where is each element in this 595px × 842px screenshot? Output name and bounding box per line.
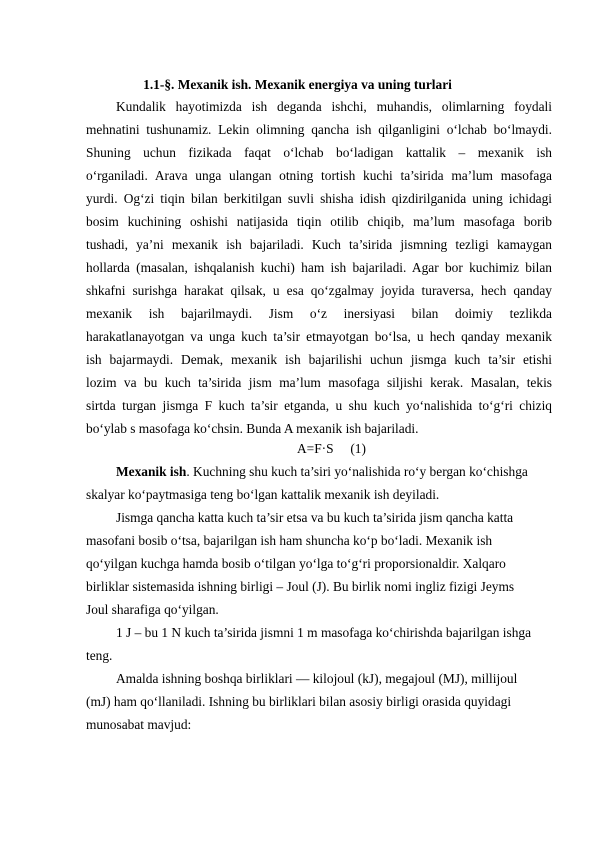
paragraph-line: munosabat mavjud: bbox=[86, 717, 192, 732]
paragraph-line: yurdi. Og‘zi tiqin bilan berkitilgan suvli shisha idish qizdirilganida uning ichidagi bbox=[86, 191, 552, 206]
paragraph-line: o‘rganiladi. Arava unga ulangan otning tortish kuchi ta’sirida ma’lum masofaga bbox=[86, 168, 552, 183]
paragraph-line: ish bajarmaydi. Demak, mexanik ish bajarilishi uchun jismga kuch ta’sir etishi bbox=[86, 352, 552, 367]
paragraph-line: qo‘yilgan kuchga hamda bosib o‘tilgan yo‘lga to‘g‘ri proporsionaldir. Xalqaro bbox=[86, 556, 506, 571]
paragraph-line: mexanik ish bajarilmaydi. Jism o‘z inersiyasi bilan doimiy tezlikda bbox=[86, 306, 552, 321]
paragraph-line: bosim kuchining oshishi natijasida tiqin otilib chiqib, ma’lum masofaga borib bbox=[86, 214, 552, 229]
paragraph-line: birliklar sistemasida ishning birligi – Joul (J). Bu birlik nomi ingliz fizigi Jeyms bbox=[86, 579, 515, 594]
paragraph-line: bo‘ylab s masofaga ko‘chsin. Bunda A mexanik ish bajariladi. bbox=[86, 421, 419, 436]
paragraph-line: harakatlanayotgan va unga kuch ta’sir etmayotgan bo‘lsa, u hech qanday mexanik bbox=[86, 329, 552, 344]
formula: A=F·S (1) bbox=[297, 441, 366, 456]
paragraph-line: Joul sharafiga qo‘yilgan. bbox=[86, 602, 219, 617]
paragraph-line: sirtda turgan jismga F kuch ta’sir etganda, u shu kuch yo‘nalishida to‘g‘ri chiziq bbox=[86, 398, 552, 413]
paragraph-line: lozim va bu kuch ta’sirida jism ma’lum masofaga siljishi kerak. Masalan, tekis bbox=[86, 375, 552, 390]
paragraph-line: shkafni surishga harakat qilsak, u esa qo‘zgalmay joyida turaversa, hech qanday bbox=[86, 283, 552, 298]
paragraph-line: hollarda (masalan, ishqalanish kuchi) ham ish bajariladi. Agar bor kuchimiz bilan bbox=[86, 260, 552, 275]
definition-text: . Kuchning shu kuch ta’siri yo‘nalishida ro‘y bergan ko‘chishga bbox=[186, 464, 528, 479]
paragraph-line: 1 J – bu 1 N kuch ta’sirida jismni 1 m masofaga ko‘chirishda bajarilgan ishga bbox=[116, 625, 532, 640]
definition-line bbox=[86, 460, 566, 483]
paragraph-line: teng. bbox=[86, 648, 113, 663]
paragraph-line: Amalda ishning boshqa birliklari — kilojoul (kJ), megajoul (MJ), millijoul bbox=[116, 671, 518, 686]
section-title: 1.1-§. Mexanik ish. Mexanik energiya va uning turlari bbox=[143, 77, 452, 92]
definition-term: Mexanik ish bbox=[116, 464, 187, 479]
paragraph-line: Shuning uchun fizikada faqat o‘lchab bo‘ladigan kattalik – mexanik ish bbox=[86, 145, 552, 160]
paragraph-line: Jismga qancha katta kuch ta’sir etsa va bu kuch ta’sirida jism qancha katta bbox=[116, 510, 514, 525]
definition-line: skalyar ko‘paytmasiga teng bo‘lgan kattalik mexanik ish deyiladi. bbox=[86, 487, 440, 502]
paragraph-line: masofani bosib o‘tsa, bajarilgan ish ham shuncha ko‘p bo‘ladi. Mexanik ish bbox=[86, 533, 493, 548]
paragraph-line: mehnatini tushunamiz. Lekin olimning qancha ish qilganligini o‘lchab bo‘lmaydi. bbox=[86, 122, 552, 137]
paragraph-line: (mJ) ham qo‘llaniladi. Ishning bu birliklari bilan asosiy birligi orasida quyidagi bbox=[86, 694, 512, 709]
paragraph-line: Kundalik hayotimizda ish deganda ishchi, muhandis, olimlarning foydali bbox=[116, 99, 552, 114]
paragraph-line: tushadi, ya’ni mexanik ish bajariladi. Kuch ta’sirida jismning tezligi kamaygan bbox=[86, 237, 552, 252]
